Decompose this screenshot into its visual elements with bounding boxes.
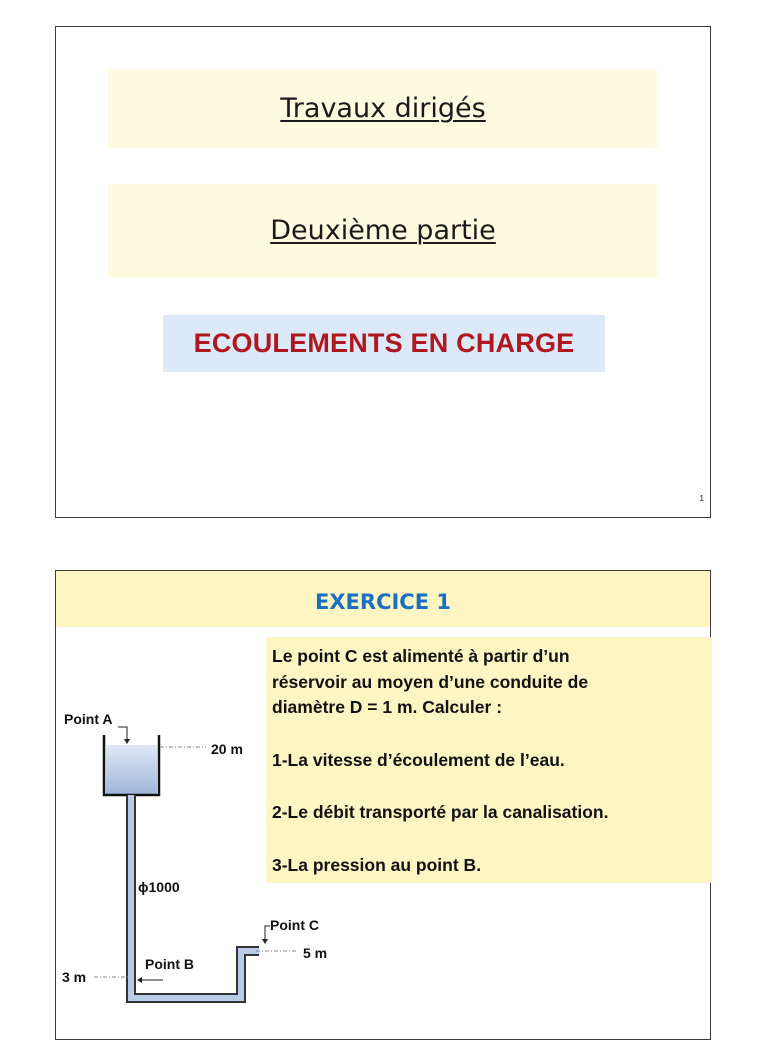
question-1: 1-La vitesse d’écoulement de l’eau.	[272, 749, 565, 770]
statement-line: diamètre D = 1 m. Calculer :	[272, 697, 503, 717]
topic-banner: ECOULEMENTS EN CHARGE	[163, 315, 605, 372]
statement-line: Le point C est alimenté à partir d’un	[272, 646, 570, 666]
question-3: 3-La pression au point B.	[272, 854, 482, 875]
point-b-arrow	[137, 977, 142, 983]
slide-title: Travaux dirigés	[280, 93, 486, 124]
point-a-label: Point A	[64, 711, 113, 727]
pipe-diagram	[56, 571, 712, 1041]
slide-1	[55, 26, 711, 518]
slide-2	[55, 570, 711, 1040]
level-c-label: 5 m	[303, 945, 328, 961]
diameter-label: ϕ1000	[138, 879, 180, 895]
point-a-leader	[118, 727, 127, 741]
statement-line: réservoir au moyen d’une conduite de	[272, 671, 589, 692]
exercise-header: EXERCICE 1	[56, 571, 710, 627]
point-b-label: Point B	[145, 956, 194, 972]
level-a-label: 20 m	[211, 741, 243, 757]
reservoir	[104, 735, 159, 795]
question-2: 2-Le débit transporté par la canalisation.	[272, 802, 609, 822]
point-c-label: Point C	[270, 917, 319, 933]
subtitle-box	[108, 184, 658, 278]
point-c-arrow	[262, 939, 268, 944]
slide-subtitle: Deuxième partie	[270, 215, 496, 246]
level-b-label: 3 m	[62, 969, 87, 985]
page-number: 1	[699, 494, 704, 503]
point-a-arrow	[124, 739, 130, 744]
title-box	[108, 70, 658, 148]
